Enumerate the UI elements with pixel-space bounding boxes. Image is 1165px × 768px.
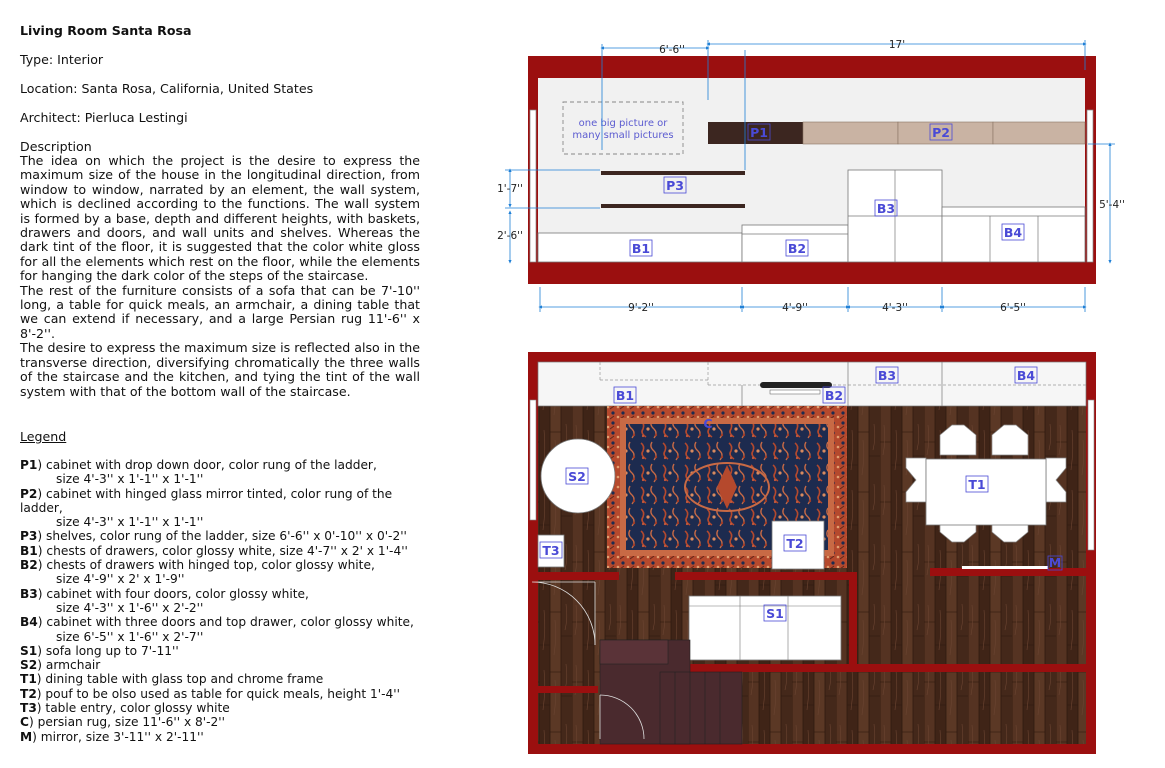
label-s1: S1 — [766, 606, 784, 621]
dim-top-a: 6'-6'' — [659, 44, 685, 56]
dim-bottom: 9'-2'' — [628, 302, 654, 314]
project-location: Location: Santa Rosa, California, United States — [20, 81, 314, 96]
legend-item: P2) cabinet with hinged glass mirror tinted, color rung of the ladder, size 4'-3'' x 1'-1'' x 1'-1'' — [20, 486, 393, 530]
legend-item: B2) chests of drawers with hinged top, color glossy white, size 4'-9'' x 2' x 1'-9'' — [20, 558, 375, 587]
legend-item: P3) shelves, color rung of the ladder, size 6'-6'' x 0'-10'' x 0'-2'' — [20, 529, 407, 544]
legend-item: C) persian rug, size 11'-6'' x 8'-2'' — [20, 715, 225, 730]
label-t2: T2 — [786, 536, 804, 551]
legend-item: B1) chests of drawers, color glossy white, size 4'-7'' x 2' x 1'-4'' — [20, 543, 408, 558]
cabinet-p2-c — [993, 122, 1085, 144]
label-m: M — [1048, 555, 1062, 570]
label-b2: B2 — [824, 388, 844, 403]
left-window — [530, 110, 536, 262]
legend-item: T3) table entry, color glossy white — [20, 701, 230, 716]
label-p3: P3 — [666, 178, 684, 193]
label-b1: B1 — [615, 388, 635, 403]
description-paragraph: The desire to express the maximum size is reflected also in the transverse direction, diversifying chromatically the three walls of the staircase and the kitchen, and tying the tint of the wall system with that of the bottom wall of the staircase. — [20, 340, 420, 399]
label-b3: B3 — [876, 201, 896, 216]
interior-wall — [930, 568, 1086, 576]
shelf-p3-lower — [601, 204, 745, 208]
label-b2: B2 — [787, 241, 807, 256]
project-type: Type: Interior — [20, 52, 104, 67]
label-p1: P1 — [750, 125, 768, 140]
shelf-plan — [760, 382, 832, 388]
legend-item: P1) cabinet with drop down door, color rung of the ladder, size 4'-3'' x 1'-1'' x 1'-1'' — [20, 458, 377, 487]
legend-item: T1) dining table with glass top and chrome frame — [20, 672, 324, 687]
label-p2: P2 — [932, 125, 950, 140]
dim-top-b: 17' — [888, 39, 906, 51]
picture-note-line: many small pictures — [572, 130, 674, 141]
interior-wall — [675, 572, 849, 580]
label-b4: B4 — [1016, 368, 1036, 383]
mirror — [962, 566, 1048, 569]
legend-item: S2) armchair — [20, 658, 101, 673]
legend-item: B4) cabinet with three doors and top drawer, color glossy white, size 6'-5'' x 1'-6'' x 2'-7'' — [20, 615, 414, 644]
dim-bottom: 6'-5'' — [1000, 302, 1026, 314]
picture-note-line: one big picture or — [578, 118, 668, 129]
label-b4: B4 — [1003, 225, 1023, 240]
dim-bottom: 4'-3'' — [882, 302, 908, 314]
legend-item: M) mirror, size 3'-11'' x 2'-11'' — [20, 729, 204, 744]
sofa-s1 — [689, 596, 841, 660]
dim-right: 5'-4'' — [1099, 199, 1125, 211]
description-paragraph: The idea on which the project is the desire to express the maximum size of the house in the longitudinal direction, from window to window, narrated by an element, the wall system, which is declined according to the functions. The wall system is formed by a base, depth and different heights, with baskets, drawers and doors, and wall units and shelves. Whereas the dark tint of the floor, it is suggested that the color white gloss for all the elements which rest on the floor, while the elements for hanging the dark color of the steps of the staircase. — [20, 153, 420, 284]
label-s2: S2 — [568, 469, 586, 484]
interior-wall — [528, 572, 611, 580]
project-architect: Architect: Pierluca Lestingi — [20, 110, 188, 125]
legend-item: T2) pouf to be olso used as table for quick meals, height 1'-4'' — [20, 686, 400, 701]
dim-bottom: 4'-9'' — [782, 302, 808, 314]
project-title: Living Room Santa Rosa — [20, 23, 192, 38]
legend-item: S1) sofa long up to 7'-11'' — [20, 643, 179, 658]
cabinet-p2-a — [803, 122, 898, 144]
description-paragraph: The rest of the furniture consists of a sofa that can be 7'-10'' long, a table for quick meals, an armchair, a dining table that we can extend if necessary, and a large Persian rug 11'-6'' x 8'-2''. — [20, 282, 420, 341]
left-window-plan — [530, 400, 536, 520]
description-heading: Description — [20, 139, 92, 154]
shelf-p3-upper — [601, 171, 745, 175]
label-b1: B1 — [631, 241, 651, 256]
label-c: C — [703, 416, 713, 431]
legend-item: B3) cabinet with four doors, color glossy white, size 4'-3'' x 1'-6'' x 2'-2'' — [20, 586, 309, 615]
label-t1: T1 — [968, 477, 986, 492]
dim-left-b: 2'-6'' — [497, 230, 523, 242]
interior-wall — [849, 572, 857, 672]
right-window-plan — [1088, 400, 1094, 550]
dim-left-a: 1'-7'' — [497, 183, 523, 195]
floor-plan — [528, 352, 1096, 754]
label-b3: B3 — [877, 368, 897, 383]
wall-elevation — [497, 39, 1125, 314]
label-t3: T3 — [542, 543, 560, 558]
right-window — [1087, 110, 1093, 262]
legend-heading: Legend — [20, 429, 67, 444]
